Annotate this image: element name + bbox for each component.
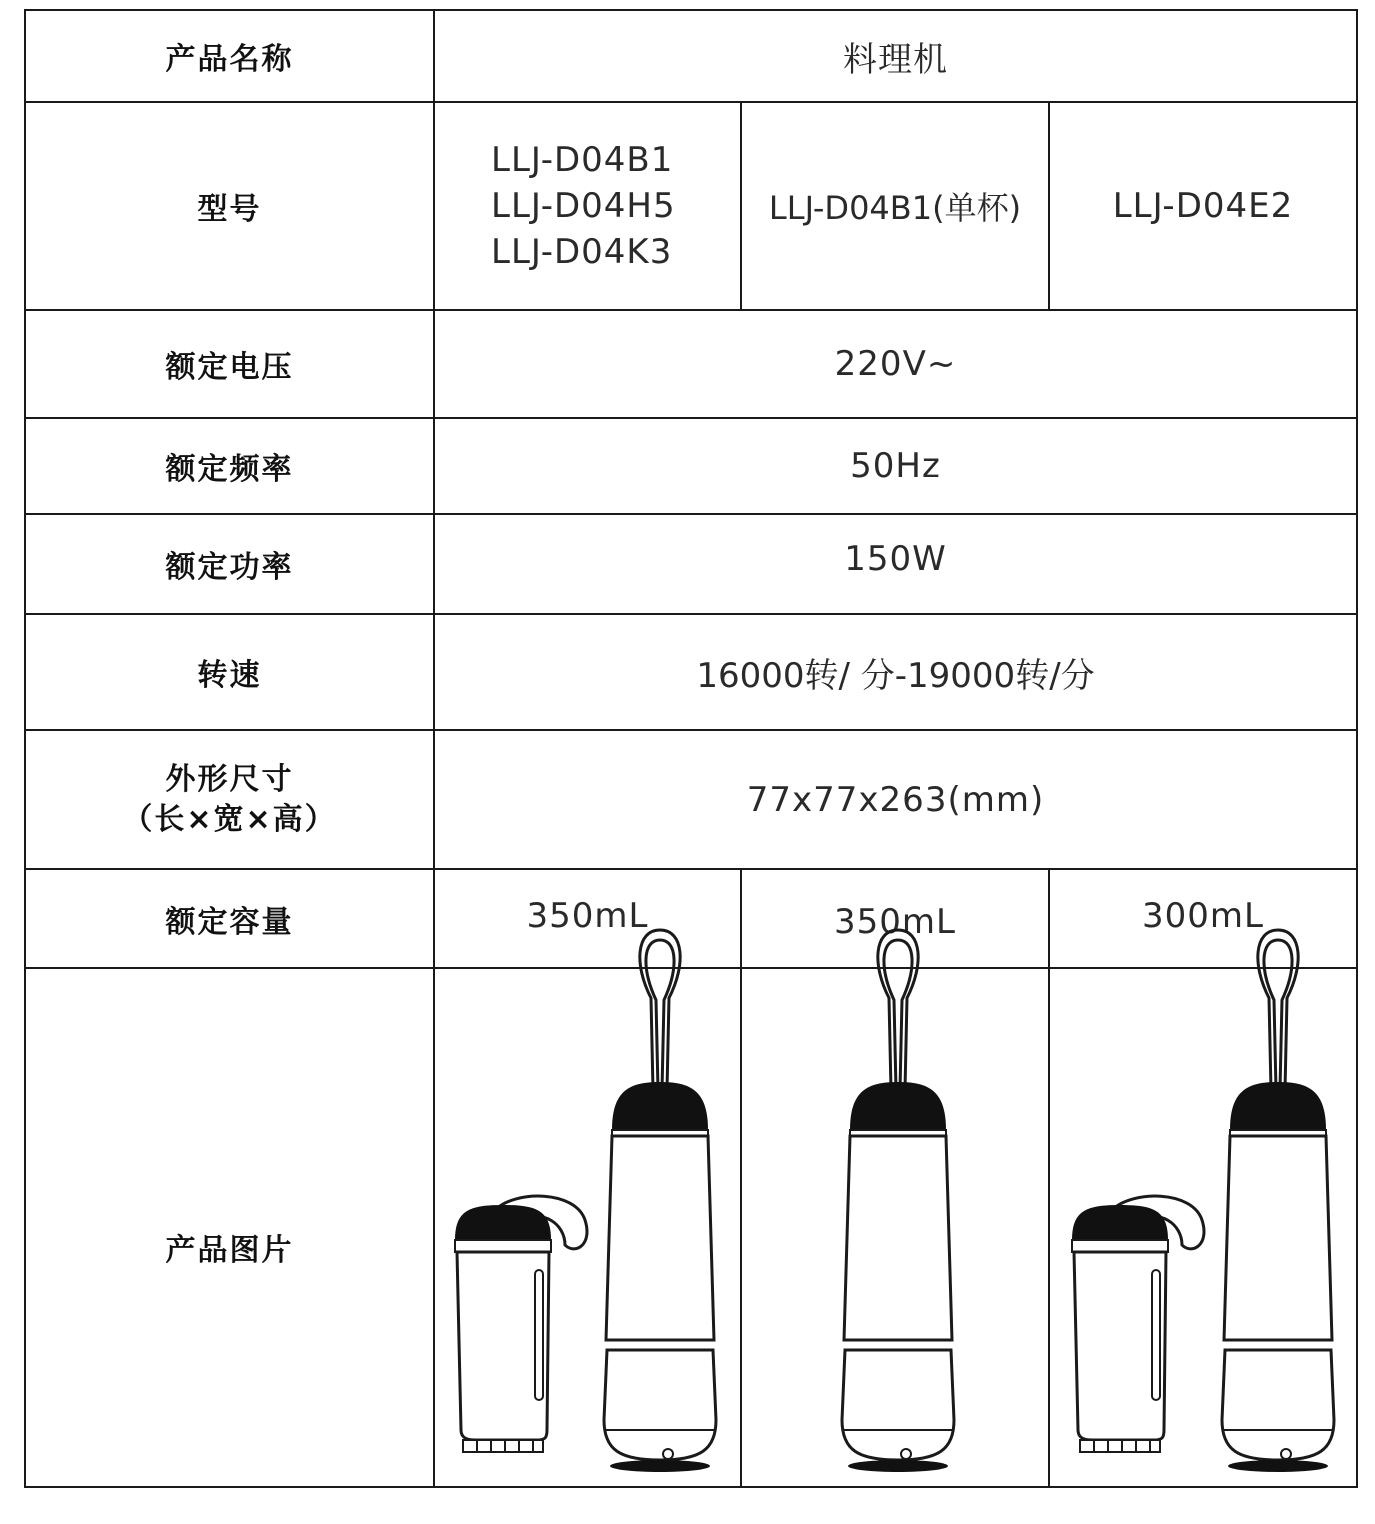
tall-bottle-drawing bbox=[604, 930, 716, 1472]
rated-frequency-label: 额定频率 bbox=[165, 452, 294, 487]
product-name-label: 产品名称 bbox=[165, 42, 294, 77]
rated-frequency-value: 50Hz bbox=[850, 446, 941, 486]
dimensions-value: 77x77x263(mm) bbox=[746, 779, 1045, 820]
capacity-cell-1: 350mL bbox=[526, 896, 649, 936]
short-cup-drawing bbox=[455, 1196, 587, 1452]
model-item: LLJ-D04H5 bbox=[491, 186, 676, 226]
product-name-value: 料理机 bbox=[843, 39, 948, 80]
tall-bottle-drawing bbox=[1222, 930, 1334, 1472]
dimensions-label-line2: （长×宽×高） bbox=[122, 801, 337, 837]
speed-label: 转速 bbox=[197, 658, 262, 693]
capacity-cell-3: 300mL bbox=[1142, 896, 1264, 936]
capacity-cell-2: 350mL bbox=[834, 902, 956, 942]
model-item: LLJ-D04B1 bbox=[491, 140, 674, 180]
short-cup-drawing bbox=[1072, 1196, 1204, 1452]
model-item: LLJ-D04K3 bbox=[491, 232, 673, 272]
rated-power-value: 150W bbox=[844, 539, 947, 579]
rated-voltage-value: 220V~ bbox=[834, 344, 957, 384]
model-cell-2: LLJ-D04B1(单杯) bbox=[768, 189, 1022, 227]
rated-voltage-label: 额定电压 bbox=[165, 350, 294, 385]
rated-power-label: 额定功率 bbox=[165, 550, 294, 585]
dimensions-label-line1: 外形尺寸 bbox=[165, 761, 294, 797]
model-cell-3: LLJ-D04E2 bbox=[1112, 186, 1294, 226]
model-label: 型号 bbox=[197, 192, 262, 227]
speed-value: 16000转/ 分-19000转/分 bbox=[696, 655, 1095, 696]
rated-capacity-label: 额定容量 bbox=[165, 904, 294, 940]
product-image-label: 产品图片 bbox=[165, 1232, 294, 1268]
tall-bottle-drawing bbox=[842, 930, 954, 1472]
